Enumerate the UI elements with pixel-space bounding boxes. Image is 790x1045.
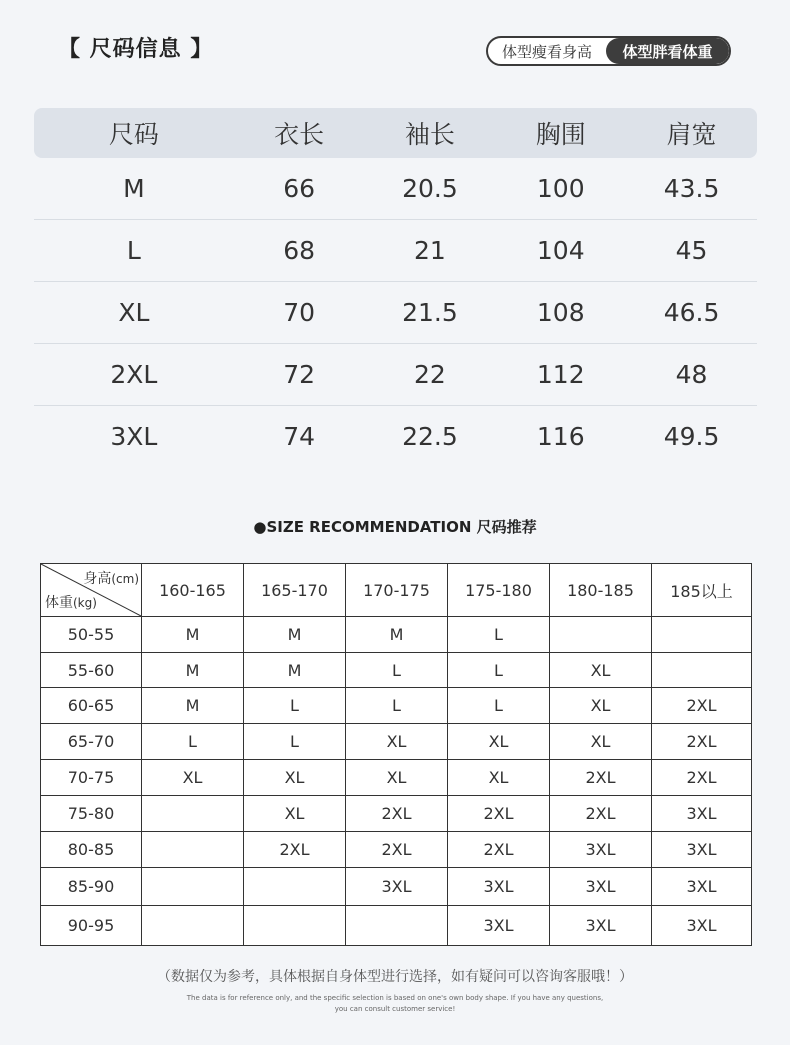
table-cell: 2XL: [110, 360, 158, 389]
disclaimer-en: [160, 993, 630, 1015]
size-cell: 2XL: [244, 832, 346, 868]
size-cell: 2XL: [652, 760, 752, 796]
size-cell: 2XL: [448, 796, 550, 832]
weight-range-cell: 90-95: [41, 906, 142, 946]
size-cell: [142, 796, 244, 832]
size-cell: XL: [550, 653, 652, 688]
size-cell: [142, 906, 244, 946]
header-cell: 胸围: [535, 120, 586, 149]
size-cell: XL: [550, 724, 652, 760]
header-cell: 尺码: [108, 120, 159, 149]
table-cell: 21: [414, 236, 446, 265]
size-cell: L: [448, 653, 550, 688]
disclaimer-en-line1: The data is for reference only, and the specific selection is based on one's own body shape. If you have any questions,: [186, 994, 604, 1002]
size-cell: XL: [244, 796, 346, 832]
size-cell: [652, 653, 752, 688]
size-cell: 2XL: [652, 724, 752, 760]
size-cell: M: [346, 617, 448, 653]
size-cell: XL: [346, 760, 448, 796]
size-cell: 3XL: [652, 868, 752, 906]
table-cell: 49.5: [663, 422, 720, 451]
table-cell: 20.5: [402, 174, 458, 203]
height-range-header: 160-165: [142, 564, 244, 617]
size-cell: L: [448, 688, 550, 724]
weight-range-cell: 80-85: [41, 832, 142, 868]
table-row: [34, 282, 757, 344]
table-cell: M: [123, 174, 145, 203]
table-cell: 104: [536, 236, 585, 265]
size-cell: M: [142, 688, 244, 724]
size-cell: 3XL: [448, 868, 550, 906]
size-cell: M: [244, 617, 346, 653]
size-cell: L: [448, 617, 550, 653]
table-cell: 74: [283, 422, 316, 451]
table-row: [41, 760, 752, 796]
size-cell: M: [244, 653, 346, 688]
size-cell: [244, 868, 346, 906]
size-cell: 3XL: [550, 832, 652, 868]
size-info-table: [34, 108, 757, 467]
table-cell: 21.5: [402, 298, 458, 327]
corner-weight-unit: (kg): [73, 596, 97, 610]
header-cell: 肩宽: [666, 120, 717, 149]
size-cell: 3XL: [346, 868, 448, 906]
weight-range-cell: 75-80: [41, 796, 142, 832]
table-cell: 3XL: [110, 422, 158, 451]
table-cell: XL: [118, 298, 150, 327]
size-cell: L: [346, 653, 448, 688]
weight-range-cell: 55-60: [41, 653, 142, 688]
size-cell: M: [142, 617, 244, 653]
size-cell: 3XL: [550, 906, 652, 946]
table-cell: 43.5: [663, 174, 720, 203]
body-type-toggle[interactable]: [486, 36, 731, 66]
table-cell: 116: [536, 422, 585, 451]
corner-cell: [41, 564, 142, 617]
header-cell: 袖长: [404, 120, 455, 149]
size-cell: M: [142, 653, 244, 688]
table-cell: 108: [536, 298, 585, 327]
size-cell: [142, 868, 244, 906]
size-cell: [550, 617, 652, 653]
size-cell: XL: [346, 724, 448, 760]
height-range-header: 175-180: [448, 564, 550, 617]
table-cell: 45: [675, 236, 708, 265]
table-cell: 66: [283, 174, 316, 203]
corner-weight-label: 体重: [45, 595, 73, 611]
table-cell: 70: [283, 298, 316, 327]
table-header-row: [41, 564, 752, 617]
disclaimer-cn: （数据仅为参考，具体根据自身体型进行选择，如有疑问可以咨询客服哦！）: [157, 969, 633, 985]
size-cell: 2XL: [448, 832, 550, 868]
size-cell: XL: [448, 760, 550, 796]
table-row: [41, 724, 752, 760]
table-cell: 22: [414, 360, 446, 389]
height-range-header: 185以上: [652, 564, 752, 617]
size-cell: L: [346, 688, 448, 724]
table-row: [41, 906, 752, 946]
size-cell: 2XL: [346, 832, 448, 868]
table-row: [41, 796, 752, 832]
size-cell: L: [244, 724, 346, 760]
weight-range-cell: 65-70: [41, 724, 142, 760]
size-cell: 3XL: [652, 832, 752, 868]
size-cell: XL: [550, 688, 652, 724]
header-cell: 衣长: [274, 120, 325, 149]
table-row: [41, 617, 752, 653]
size-cell: [652, 617, 752, 653]
table-row: [41, 653, 752, 688]
table-cell: 48: [675, 360, 708, 389]
size-cell: 3XL: [652, 906, 752, 946]
table-cell: 112: [536, 360, 585, 389]
size-cell: 2XL: [346, 796, 448, 832]
recommendation-title: ●SIZE RECOMMENDATION 尺码推荐: [253, 518, 537, 536]
size-cell: 3XL: [550, 868, 652, 906]
weight-range-cell: 85-90: [41, 868, 142, 906]
disclaimer-en-line2: you can consult customer service!: [334, 1005, 456, 1013]
size-cell: [142, 832, 244, 868]
height-range-header: 165-170: [244, 564, 346, 617]
size-recommendation-table: [40, 563, 752, 946]
size-cell: 3XL: [652, 796, 752, 832]
size-table-header: [34, 108, 757, 158]
size-cell: 2XL: [550, 760, 652, 796]
size-cell: XL: [448, 724, 550, 760]
table-row: [34, 344, 757, 406]
height-range-header: 180-185: [550, 564, 652, 617]
weight-range-cell: 70-75: [41, 760, 142, 796]
size-cell: L: [142, 724, 244, 760]
size-cell: L: [244, 688, 346, 724]
corner-height-unit: (cm): [111, 572, 139, 586]
table-cell: 68: [283, 236, 316, 265]
table-row: [41, 832, 752, 868]
size-cell: [346, 906, 448, 946]
height-range-header: 170-175: [346, 564, 448, 617]
corner-height-label: 身高: [83, 571, 112, 587]
page-title: 【 尺码信息 】: [58, 37, 214, 62]
size-cell: 2XL: [550, 796, 652, 832]
size-cell: XL: [142, 760, 244, 796]
table-cell: L: [126, 236, 141, 265]
table-row: [41, 688, 752, 724]
size-cell: 3XL: [448, 906, 550, 946]
table-cell: 72: [283, 360, 316, 389]
table-row: [34, 158, 757, 220]
weight-range-cell: 50-55: [41, 617, 142, 653]
size-cell: XL: [244, 760, 346, 796]
table-row: [34, 406, 757, 467]
table-row: [41, 868, 752, 906]
toggle-option-height[interactable]: 体型瘦看身高: [501, 42, 592, 61]
toggle-option-weight[interactable]: 体型胖看体重: [606, 38, 729, 64]
table-cell: 100: [536, 174, 585, 203]
table-cell: 46.5: [663, 298, 720, 327]
size-cell: [244, 906, 346, 946]
weight-range-cell: 60-65: [41, 688, 142, 724]
size-cell: 2XL: [652, 688, 752, 724]
table-cell: 22.5: [402, 422, 458, 451]
table-row: [34, 220, 757, 282]
